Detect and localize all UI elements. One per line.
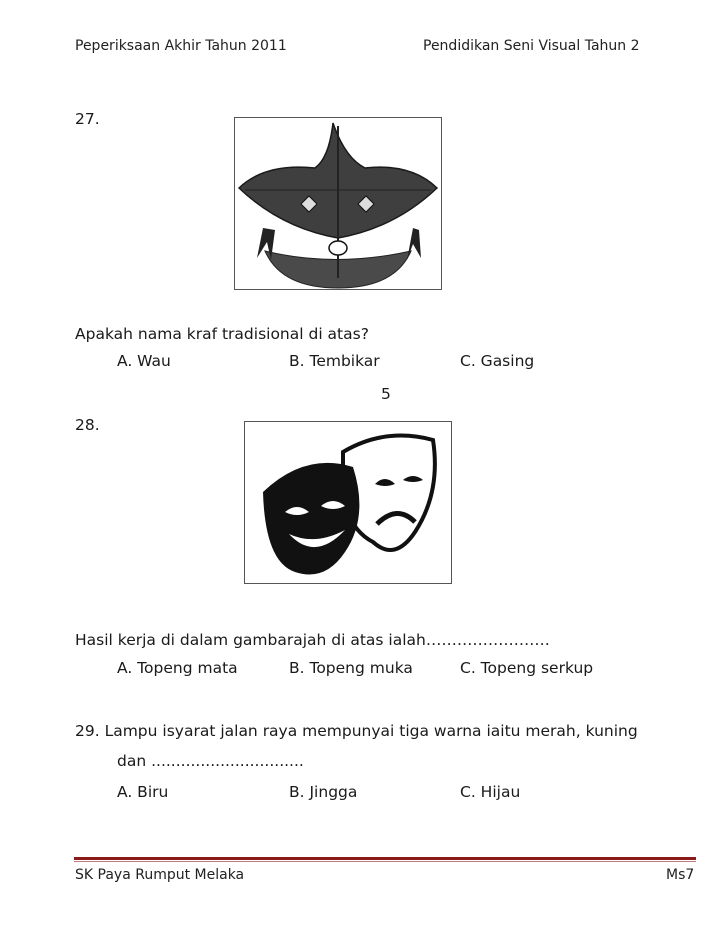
q28-option-c[interactable]: C. Topeng serkup [460,659,594,677]
q29-option-c[interactable]: C. Hijau [460,783,521,801]
question-27-number: 27. [75,110,100,128]
footer-rule [74,857,696,860]
theatre-masks-icon [245,422,451,583]
header-right: Pendidikan Seni Visual Tahun 2 [423,38,640,54]
page-marker: 5 [381,385,391,403]
footer-rule-thin [74,861,696,862]
q27-option-b[interactable]: B. Tembikar [289,352,380,370]
q27-option-a[interactable]: A. Wau [117,352,171,370]
question-28-number: 28. [75,416,100,434]
q27-option-c[interactable]: C. Gasing [460,352,535,370]
q28-option-a[interactable]: A. Topeng mata [117,659,238,677]
masks-image [244,421,452,584]
q28-option-b[interactable]: B. Topeng muka [289,659,413,677]
header-left: Peperiksaan Akhir Tahun 2011 [75,38,287,54]
footer-school-name: SK Paya Rumput Melaka [75,867,245,883]
question-27-text: Apakah nama kraf tradisional di atas? [75,325,369,343]
question-28-text: Hasil kerja di dalam gambarajah di atas ialah…………………… [75,631,550,649]
footer-page-number: Ms7 [666,867,695,883]
kite-wau-icon [235,118,441,289]
question-29-text: 29. Lampu isyarat jalan raya mempunyai tiga warna iaitu merah, kuning [75,722,638,740]
q29-option-b[interactable]: B. Jingga [289,783,358,801]
question-29-continuation: dan ............................... [117,752,304,770]
q29-option-a[interactable]: A. Biru [117,783,169,801]
kite-image [234,117,442,290]
